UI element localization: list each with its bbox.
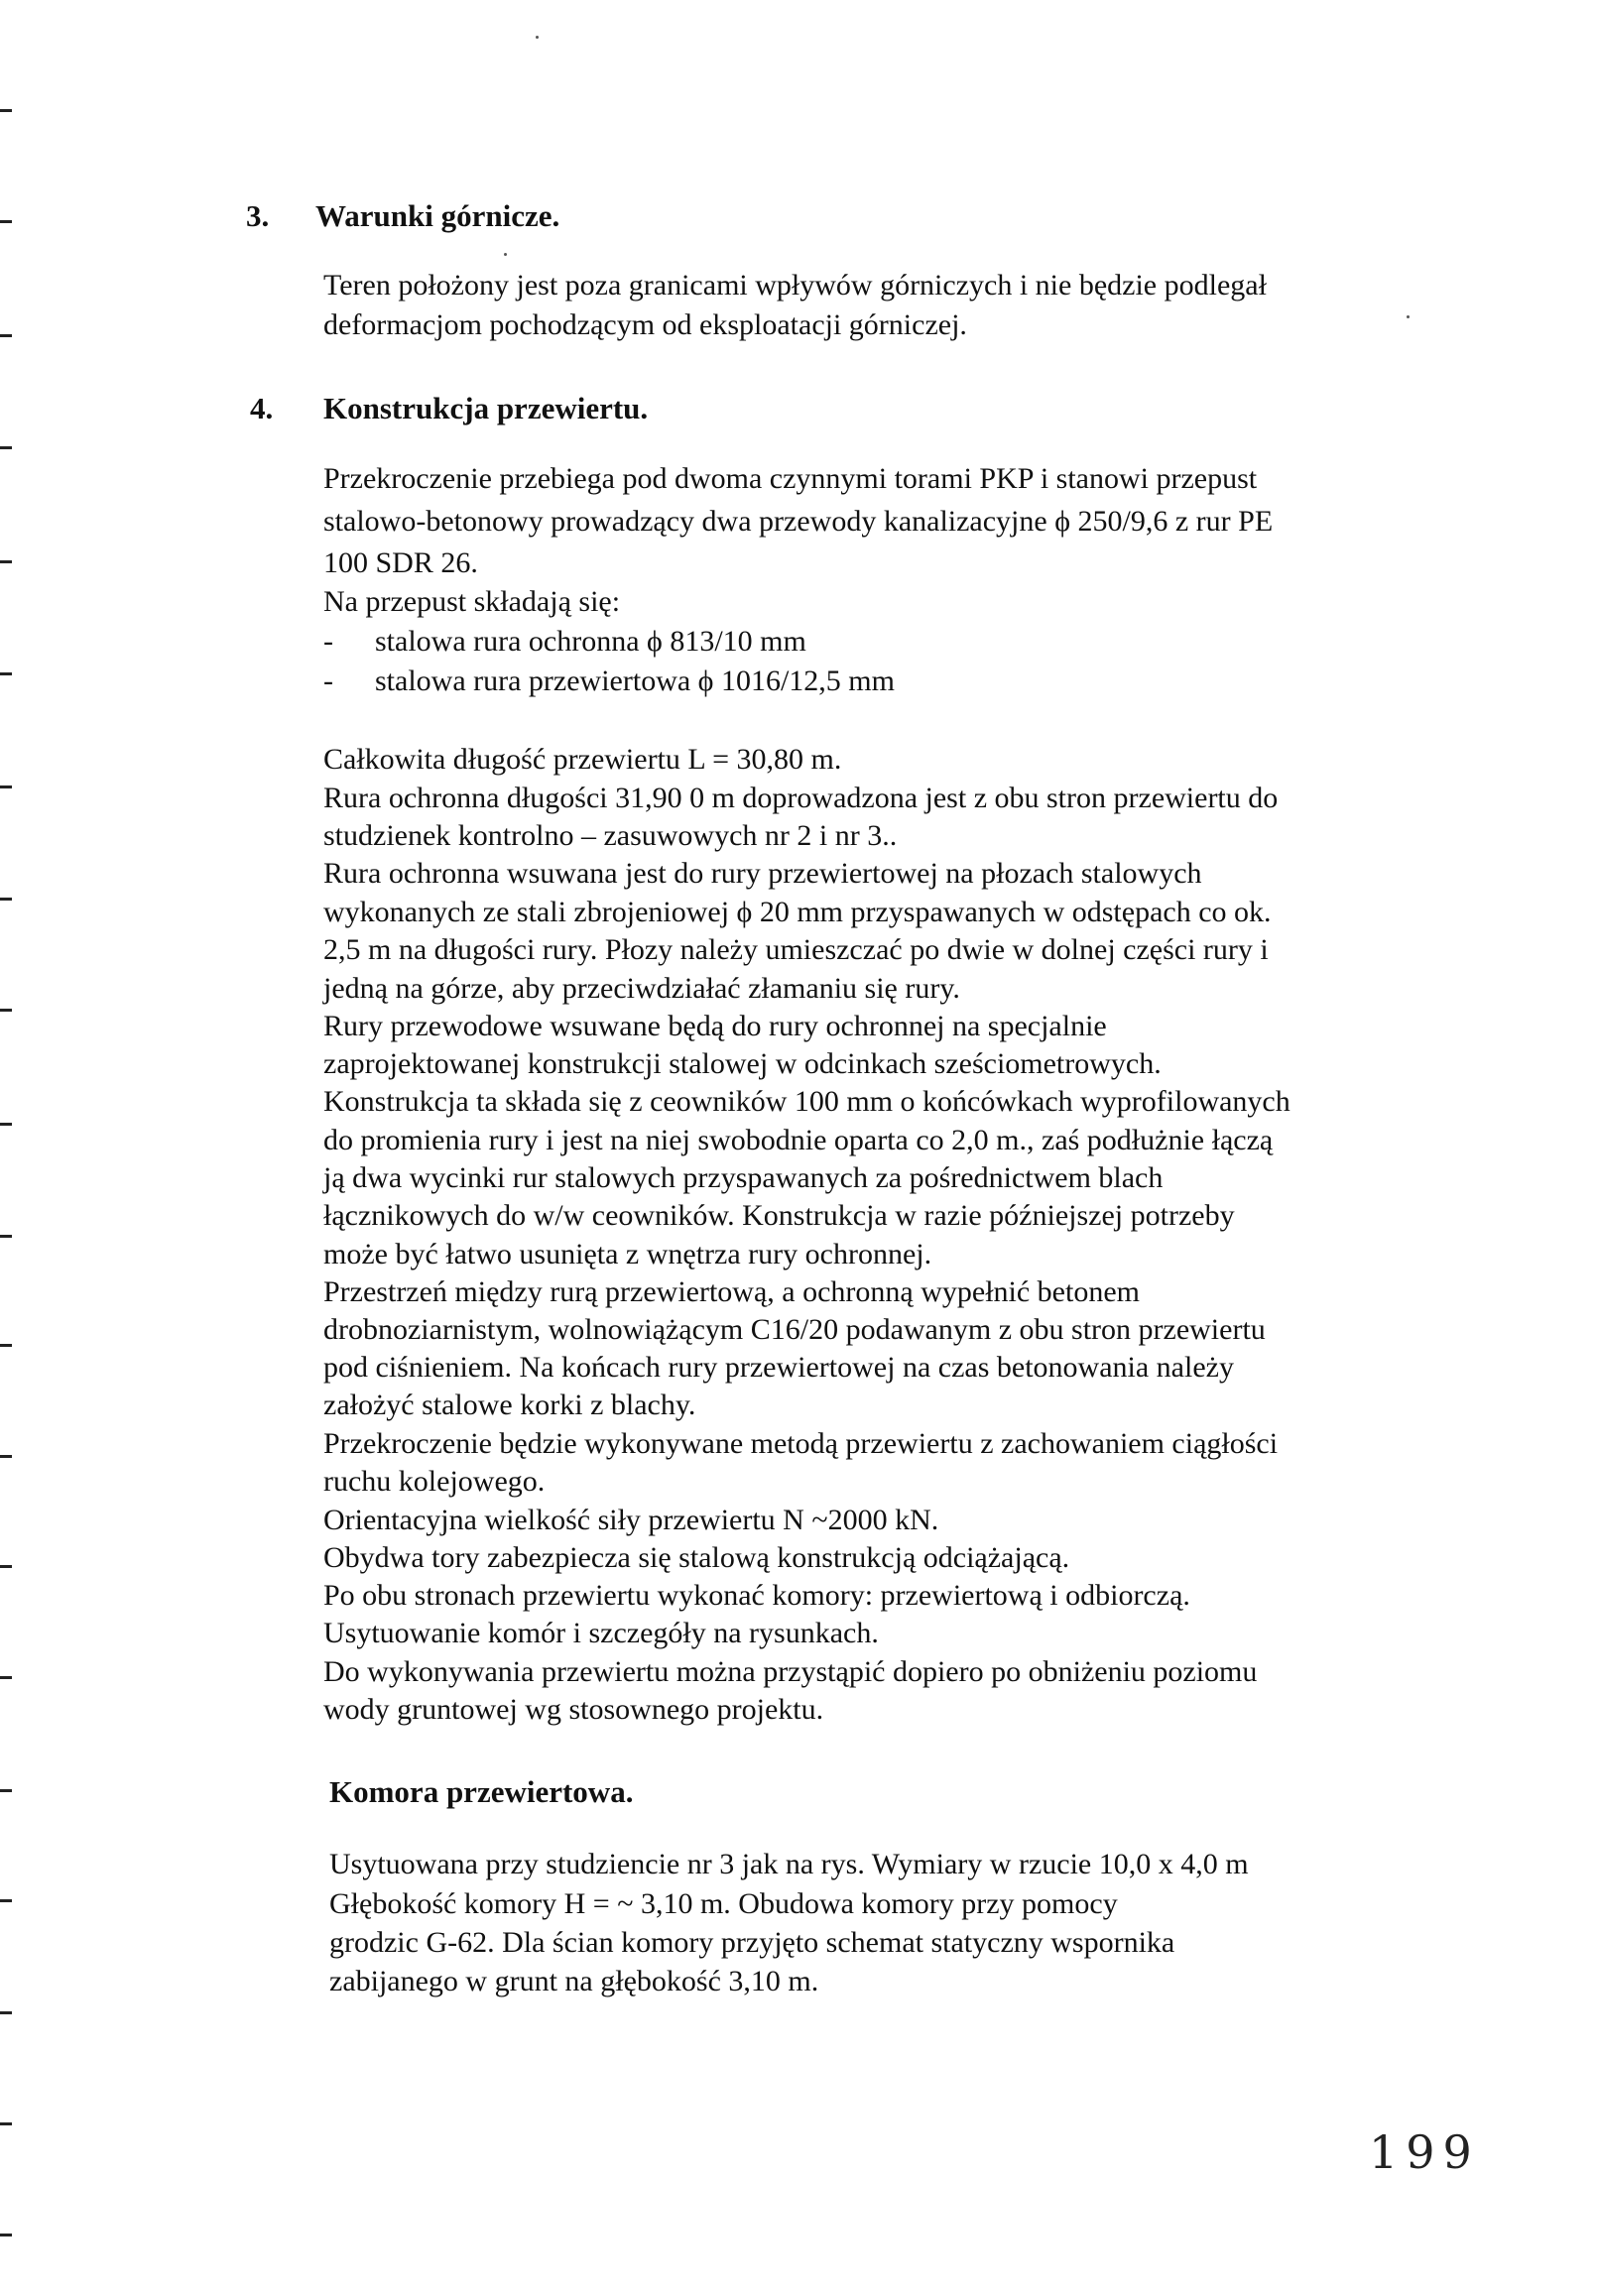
scan-mark [0, 672, 12, 675]
scan-speck [536, 36, 539, 39]
text-line: łącznikowych do w/w ceowników. Konstrukcja w razie późniejszej potrzeby [323, 1199, 1235, 1232]
list-dash: - [323, 665, 333, 697]
text-line: stalowo-betonowy prowadzący dwa przewody kanalizacyjne ϕ 250/9,6 z rur PE [323, 505, 1274, 538]
text-line: Obydwa tory zabezpiecza się stalową konstrukcją odciążającą. [323, 1541, 1070, 1574]
text-line: deformacjom pochodzącym od eksploatacji górniczej. [323, 308, 967, 341]
text-line: Konstrukcja ta składa się z ceowników 100 mm o końcówkach wyprofilowanych [323, 1085, 1290, 1118]
scan-speck [504, 253, 507, 256]
text-line: ją dwa wycinki rur stalowych przyspawanych za pośrednictwem blach [323, 1161, 1164, 1194]
text-line: Rury przewodowe wsuwane będą do rury ochronnej na specjalnie [323, 1010, 1107, 1042]
text-line: Usytuowana przy studziencie nr 3 jak na rys. Wymiary w rzucie 10,0 x 4,0 m [329, 1848, 1249, 1880]
scan-mark [0, 1123, 12, 1126]
text-line: Do wykonywania przewiertu można przystąpić dopiero po obniżeniu poziomu [323, 1655, 1258, 1688]
section-number: 3. [246, 198, 270, 233]
text-line: Teren położony jest poza granicami wpływów górniczych i nie będzie podlegał [323, 269, 1267, 302]
text-line: Na przepust składają się: [323, 585, 621, 618]
scan-mark [0, 1235, 12, 1238]
text-line: Rura ochronna długości 31,90 0 m doprowadzona jest z obu stron przewiertu do [323, 782, 1279, 814]
scan-mark [0, 1009, 12, 1012]
page-number: 199 [1369, 2125, 1480, 2179]
text-line: do promienia rury i jest na niej swobodnie oparta co 2,0 m., zaś podłużnie łączą [323, 1124, 1274, 1156]
scan-mark [0, 2234, 12, 2236]
text-line: Przekroczenie przebiega pod dwoma czynnymi torami PKP i stanowi przepust [323, 462, 1258, 495]
text-line: założyć stalowe korki z blachy. [323, 1389, 696, 1421]
scan-mark [0, 898, 12, 901]
text-line: Po obu stronach przewiertu wykonać komory: przewiertową i odbiorczą. [323, 1579, 1190, 1612]
scan-speck [1407, 315, 1410, 318]
text-line: wykonanych ze stali zbrojeniowej ϕ 20 mm przyspawanych w odstępach co ok. [323, 896, 1272, 928]
text-line: Przekroczenie będzie wykonywane metodą przewiertu z zachowaniem ciągłości [323, 1427, 1279, 1460]
scan-mark [0, 1344, 12, 1347]
section-title: Konstrukcja przewiertu. [323, 391, 649, 425]
text-line: zabijanego w grunt na głębokość 3,10 m. [329, 1965, 819, 1997]
scan-mark [0, 785, 12, 788]
scan-mark [0, 1899, 12, 1902]
text-line: może być łatwo usunięta z wnętrza rury ochronnej. [323, 1238, 932, 1270]
text-line: pod ciśnieniem. Na końcach rury przewiertowej na czas betonowania należy [323, 1351, 1234, 1384]
text-line: studzienek kontrolno – zasuwowych nr 2 i nr 3.. [323, 819, 898, 852]
text-line: ruchu kolejowego. [323, 1465, 546, 1498]
text-line: Orientacyjna wielkość siły przewiertu N ~2000 kN. [323, 1504, 939, 1536]
section-number: 4. [250, 391, 274, 425]
text-line: 100 SDR 26. [323, 546, 478, 579]
text-line: 2,5 m na długości rury. Płozy należy umieszczać po dwie w dolnej części rury i [323, 933, 1269, 966]
text-line: grodzic G-62. Dla ścian komory przyjęto schemat statyczny wspornika [329, 1926, 1175, 1959]
text-line: drobnoziarnistym, wolnowiążącym C16/20 podawanym z obu stron przewiertu [323, 1313, 1266, 1346]
section-title: Warunki górnicze. [315, 198, 560, 233]
text-line: Rura ochronna wsuwana jest do rury przewiertowej na płozach stalowych [323, 857, 1202, 890]
scan-mark [0, 1676, 12, 1679]
scan-mark [0, 220, 12, 223]
text-line: Przestrzeń między rurą przewiertową, a ochronną wypełnić betonem [323, 1275, 1140, 1308]
scan-mark [0, 2011, 12, 2014]
text-line: wody gruntowej wg stosownego projektu. [323, 1693, 824, 1726]
list-item-text: stalowa rura przewiertowa ϕ 1016/12,5 mm [375, 665, 895, 697]
text-line: Całkowita długość przewiertu L = 30,80 m. [323, 743, 842, 776]
scan-mark [0, 334, 12, 337]
text-line: Usytuowanie komór i szczegóły na rysunkach. [323, 1617, 879, 1649]
text-line: Głębokość komory H = ~ 3,10 m. Obudowa komory przy pomocy [329, 1887, 1118, 1920]
list-item-text: stalowa rura ochronna ϕ 813/10 mm [375, 625, 806, 658]
scan-mark [0, 1565, 12, 1568]
scan-mark [0, 560, 12, 563]
scan-mark [0, 1455, 12, 1458]
text-line: zaprojektowanej konstrukcji stalowej w odcinkach sześciometrowych. [323, 1047, 1162, 1080]
text-line: jedną na górze, aby przeciwdziałać złamaniu się rury. [323, 972, 960, 1005]
list-dash: - [323, 625, 333, 658]
scan-mark [0, 2122, 12, 2125]
scan-mark [0, 446, 12, 449]
subsection-title: Komora przewiertowa. [329, 1774, 634, 1809]
scan-mark [0, 109, 12, 112]
scan-mark [0, 1789, 12, 1792]
